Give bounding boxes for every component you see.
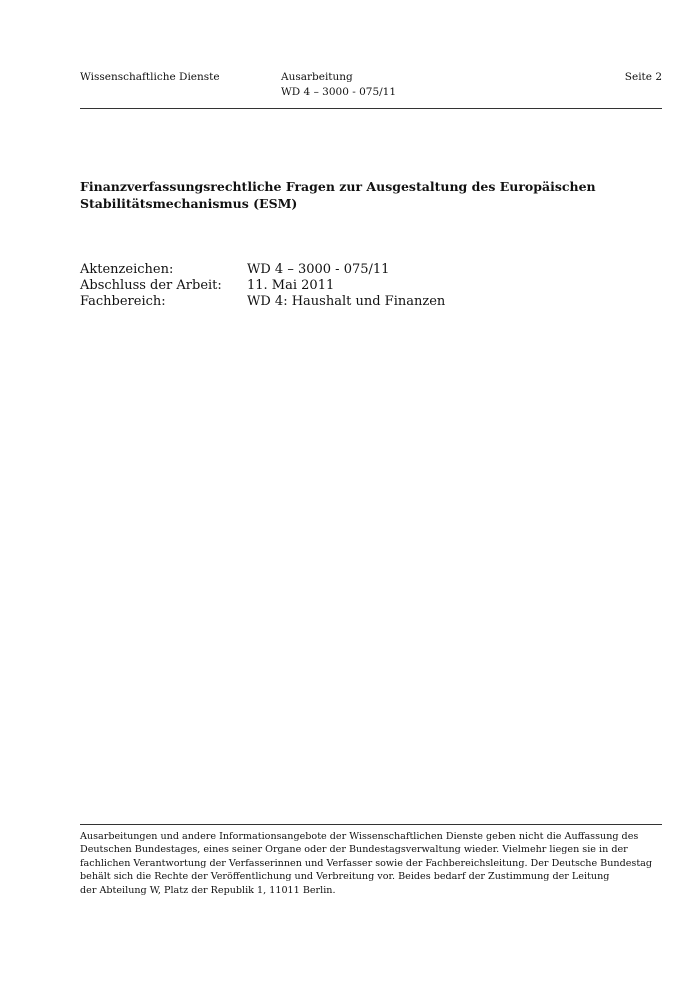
page-header (80, 70, 662, 110)
header-divider (80, 108, 662, 109)
document-title (80, 178, 640, 212)
header-document-info (281, 70, 396, 100)
document-metadata (80, 262, 640, 310)
disclaimer-line: der Abteilung W, Platz der Republik 1, 11011 Berlin. (80, 884, 336, 896)
metadata-row-fachbereich (80, 294, 640, 310)
disclaimer-line: Ausarbeitungen und andere Informationsangebote der Wissenschaftlichen Dienste geben nicht die Auffassung des (80, 831, 639, 842)
document-title-line-2: Stabilitätsmechanismus (ESM) (80, 196, 298, 211)
header-organization: Wissenschaftliche Dienste (80, 71, 220, 83)
metadata-value: 11. Mai 2011 (247, 278, 335, 293)
header-doc-ref: WD 4 – 3000 - 075/11 (281, 86, 397, 98)
disclaimer-line: fachlichen Verantwortung der Verfasserinnen und Verfasser sowie der Fachbereichsleitung. Der Deutsche Bundestag (80, 857, 653, 869)
metadata-row-abschluss (80, 278, 640, 294)
header-page-number: Seite 2 (624, 71, 662, 83)
metadata-value: WD 4 – 3000 - 075/11 (247, 262, 390, 277)
disclaimer-line: behält sich die Rechte der Veröffentlichung und Verbreitung vor. Beides bedarf der Zustimmung der Leitung (80, 871, 610, 883)
metadata-label: Aktenzeichen: (80, 262, 174, 277)
metadata-label: Fachbereich: (80, 294, 166, 309)
metadata-row-aktenzeichen (80, 262, 640, 278)
header-doc-type: Ausarbeitung (281, 71, 353, 83)
metadata-value: WD 4: Haushalt und Finanzen (247, 294, 446, 309)
metadata-label: Abschluss der Arbeit: (80, 278, 222, 293)
footer-divider (80, 824, 662, 825)
disclaimer-line: Deutschen Bundestages, eines seiner Organe oder der Bundestagsverwaltung wieder. Vielmehr liegen sie in der (80, 844, 628, 856)
document-title-line-1: Finanzverfassungsrechtliche Fragen zur Ausgestaltung des Europäischen (80, 179, 596, 194)
disclaimer-footer (80, 830, 662, 897)
